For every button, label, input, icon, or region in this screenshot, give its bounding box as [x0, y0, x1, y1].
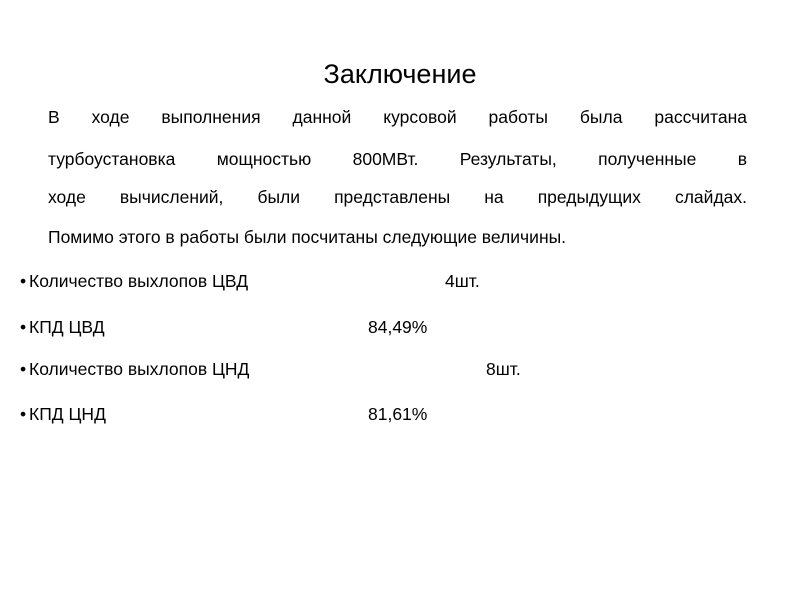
bullet-icon: •	[20, 317, 27, 337]
list-item-value: 81,61%	[368, 404, 428, 424]
list-item-label: КПД ЦНД	[29, 404, 106, 424]
slide-title: Заключение	[323, 59, 477, 89]
list-item-label: Количество выхлопов ЦНД	[29, 359, 250, 379]
paragraph-line: ходе вычислений, были представлены на предыдущих слайдах.	[48, 187, 747, 207]
paragraph-line: Помимо этого в работы были посчитаны следующие величины.	[48, 227, 567, 247]
bullet-icon: •	[20, 359, 27, 379]
list-item-value: 4шт.	[445, 271, 480, 291]
list-item-label: Количество выхлопов ЦВД	[29, 271, 249, 291]
bullet-icon: •	[20, 404, 27, 424]
list-item-value: 84,49%	[368, 317, 428, 337]
bullet-icon: •	[20, 271, 27, 291]
paragraph-line: В ходе выполнения данной курсовой работы была рассчитана	[48, 107, 747, 127]
list-item-value: 8шт.	[486, 359, 521, 379]
list-item-label: КПД ЦВД	[29, 317, 105, 337]
paragraph-line: турбоустановка мощностью 800МВт. Результаты, полученные в	[48, 149, 747, 169]
